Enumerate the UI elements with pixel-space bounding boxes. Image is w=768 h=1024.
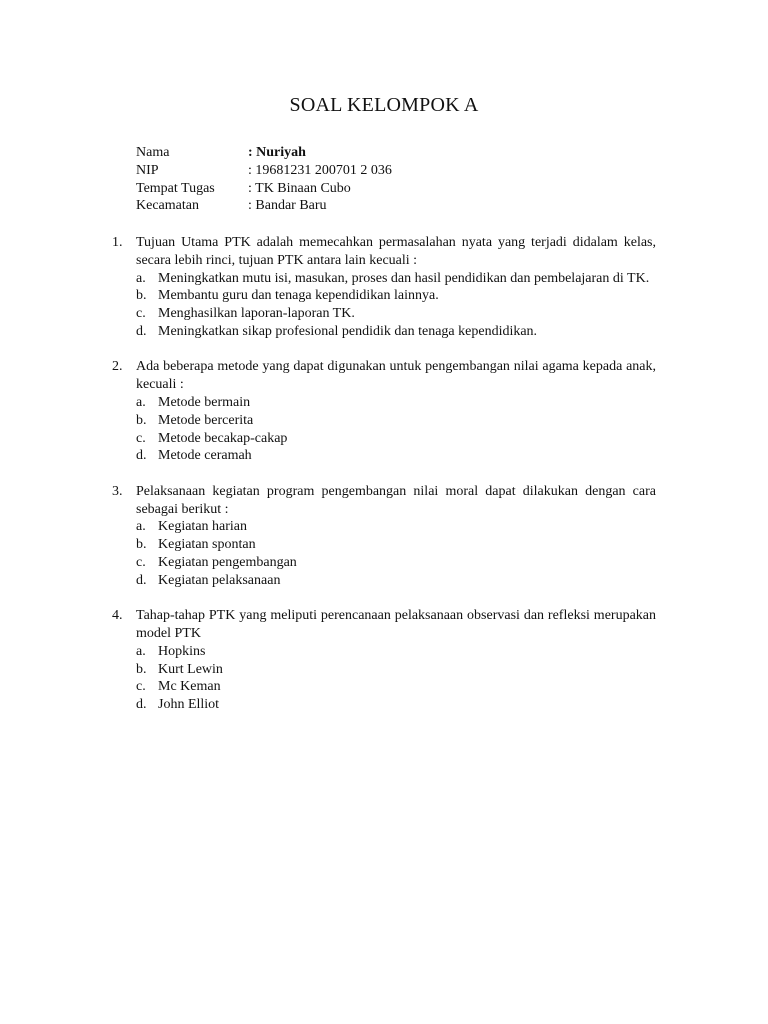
- option-list: [136, 270, 656, 341]
- option-a: [136, 270, 656, 288]
- identity-label: Tempat Tugas: [136, 180, 215, 196]
- option-d: [136, 323, 656, 341]
- option-text: Hopkins: [158, 643, 206, 659]
- question-4: [112, 607, 656, 714]
- option-letter: b.: [136, 661, 147, 677]
- identity-block: [136, 144, 392, 215]
- option-text: Metode becakap-cakap: [158, 430, 288, 446]
- option-d: [136, 572, 656, 590]
- option-list: [136, 518, 656, 589]
- question-3: [112, 483, 656, 590]
- option-a: [136, 643, 656, 661]
- option-d: [136, 696, 656, 714]
- option-text: Kurt Lewin: [158, 661, 223, 677]
- option-letter: a.: [136, 643, 146, 659]
- option-text: John Elliot: [158, 697, 220, 713]
- identity-row-nama: [136, 144, 392, 162]
- question-number: 4.: [112, 608, 123, 624]
- option-letter: d.: [136, 323, 147, 339]
- option-list: [136, 394, 656, 465]
- option-text: Kegiatan pengembangan: [158, 554, 297, 570]
- option-b: [136, 536, 656, 554]
- option-letter: b.: [136, 412, 147, 428]
- identity-label: Nama: [136, 145, 170, 160]
- question-number: 3.: [112, 483, 123, 499]
- option-letter: d.: [136, 697, 147, 713]
- identity-row-nip: [136, 162, 392, 180]
- question-text: Ada beberapa metode yang dapat digunakan untuk pengembangan nilai agama kepada anak, kecuali :: [136, 359, 656, 393]
- option-b: [136, 287, 656, 305]
- option-letter: c.: [136, 679, 146, 695]
- option-text: Kegiatan harian: [158, 519, 248, 535]
- identity-value: : 19681231 200701 2 036: [248, 162, 392, 178]
- option-c: [136, 678, 656, 696]
- option-text: Kegiatan spontan: [158, 537, 256, 553]
- question-2: [112, 358, 656, 465]
- question-text: Tujuan Utama PTK adalah memecahkan permasalahan nyata yang terjadi didalam kelas, secara lebih rinci, tujuan PTK antara lain kecuali :: [136, 235, 656, 268]
- option-letter: b.: [136, 537, 147, 553]
- question-list: [112, 234, 656, 732]
- identity-value: : Bandar Baru: [248, 198, 327, 214]
- option-c: [136, 554, 656, 572]
- option-b: [136, 412, 656, 430]
- option-letter: d.: [136, 572, 147, 588]
- option-letter: a.: [136, 394, 146, 410]
- identity-value: : Nuriyah: [248, 145, 306, 160]
- question-number: 1.: [112, 235, 123, 250]
- option-text: Metode bermain: [158, 394, 251, 410]
- option-b: [136, 661, 656, 679]
- option-c: [136, 430, 656, 448]
- option-text: Membantu guru dan tenaga kependidikan lainnya.: [158, 288, 439, 304]
- option-a: [136, 394, 656, 412]
- option-letter: c.: [136, 554, 146, 570]
- option-text: Metode bercerita: [158, 412, 254, 428]
- option-letter: a.: [136, 270, 146, 286]
- option-text: Menghasilkan laporan-laporan TK.: [158, 306, 355, 322]
- question-number: 2.: [112, 359, 123, 375]
- option-letter: c.: [136, 306, 146, 322]
- identity-label: Kecamatan: [136, 198, 199, 214]
- identity-row-kecamatan: [136, 197, 392, 215]
- option-letter: d.: [136, 448, 147, 464]
- identity-row-tempat-tugas: [136, 180, 392, 198]
- question-text: Tahap-tahap PTK yang meliputi perencanaan pelaksanaan observasi dan refleksi merupakan model PTK: [136, 608, 656, 641]
- question-1: [112, 234, 656, 341]
- option-letter: a.: [136, 519, 146, 535]
- option-text: Meningkatkan sikap profesional pendidik dan tenaga kependidikan.: [158, 323, 538, 339]
- option-a: [136, 518, 656, 536]
- option-letter: c.: [136, 430, 146, 446]
- option-text: Metode ceramah: [158, 448, 252, 464]
- option-letter: b.: [136, 288, 147, 304]
- page-title: SOAL KELOMPOK A: [289, 94, 479, 116]
- option-list: [136, 643, 656, 714]
- identity-label: NIP: [136, 162, 159, 178]
- question-text: Pelaksanaan kegiatan program pengembangan nilai moral dapat dilakukan dengan cara sebagai berikut :: [136, 483, 656, 517]
- option-text: Meningkatkan mutu isi, masukan, proses dan hasil pendidikan dan pembelajaran di TK.: [158, 270, 650, 286]
- option-text: Mc Keman: [158, 679, 221, 695]
- option-d: [136, 447, 656, 465]
- option-text: Kegiatan pelaksanaan: [158, 572, 281, 588]
- option-c: [136, 305, 656, 323]
- identity-value: : TK Binaan Cubo: [248, 180, 351, 196]
